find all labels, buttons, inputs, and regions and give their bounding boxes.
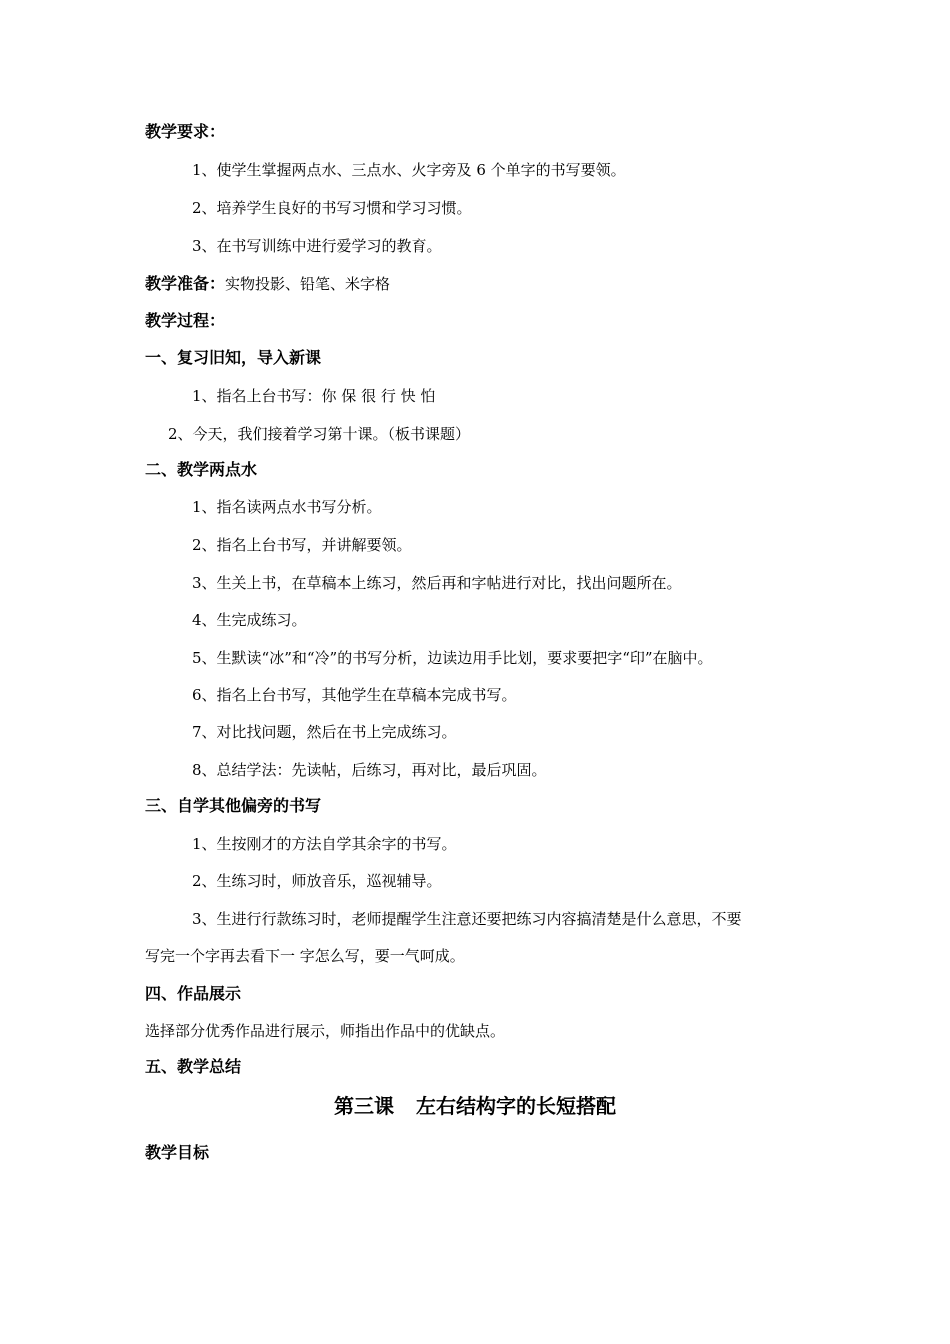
lesson-number: 第三课 bbox=[334, 1094, 394, 1118]
section-2-item-6: 6、指名上台书写，其他学生在草稿本完成书写。 bbox=[192, 686, 517, 704]
section-2-item-1: 1、指名读两点水书写分析。 bbox=[192, 498, 382, 516]
requirement-item-1: 1、使学生掌握两点水、三点水、火字旁及 6 个单字的书写要领。 bbox=[192, 161, 626, 179]
preparation-line bbox=[0, 274, 950, 294]
section-2-item-7: 7、对比找问题，然后在书上完成练习。 bbox=[192, 723, 457, 741]
lesson-title bbox=[0, 1093, 950, 1119]
section-2-item-8: 8、总结学法：先读帖，后练习，再对比，最后巩固。 bbox=[192, 761, 547, 779]
requirement-item-3: 3、在书写训练中进行爱学习的教育。 bbox=[192, 237, 442, 255]
preparation-text: 实物投影、铅笔、米字格 bbox=[225, 275, 391, 293]
section-2-item-4: 4、生完成练习。 bbox=[192, 611, 307, 629]
goals-label: 教学目标 bbox=[145, 1143, 210, 1162]
section-1-heading: 一、复习旧知，导入新课 bbox=[145, 348, 322, 367]
section-2-heading: 二、教学两点水 bbox=[145, 460, 258, 479]
section-3-heading: 三、自学其他偏旁的书写 bbox=[145, 796, 322, 815]
section-3-item-2: 2、生练习时，师放音乐，巡视辅导。 bbox=[192, 872, 442, 890]
section-1-item-2: 2、今天，我们接着学习第十课。（板书课题） bbox=[168, 425, 471, 443]
preparation-label: 教学准备： bbox=[145, 274, 226, 293]
section-2-item-2: 2、指名上台书写，并讲解要领。 bbox=[192, 536, 412, 554]
section-4-heading: 四、作品展示 bbox=[145, 984, 242, 1003]
section-1-item-1: 1、指名上台书写：你 保 很 行 快 怕 bbox=[192, 387, 436, 405]
section-2-item-5: 5、生默读“冰”和“冷”的书写分析，边读边用手比划，要求要把字“印”在脑中。 bbox=[192, 649, 713, 667]
process-label: 教学过程： bbox=[145, 311, 226, 330]
requirements-label: 教学要求： bbox=[145, 122, 226, 141]
section-3-item-3-continued: 写完一个字再去看下一 字怎么写，要一气呵成。 bbox=[145, 947, 465, 965]
section-3-item-3: 3、生进行行款练习时，老师提醒学生注意还要把练习内容搞清楚是什么意思，不要 bbox=[192, 910, 742, 928]
requirement-item-2: 2、培养学生良好的书写习惯和学习习惯。 bbox=[192, 199, 472, 217]
section-3-item-1: 1、生按刚才的方法自学其余字的书写。 bbox=[192, 835, 457, 853]
section-2-item-3: 3、生关上书，在草稿本上练习，然后再和字帖进行对比，找出问题所在。 bbox=[192, 574, 682, 592]
section-4-text: 选择部分优秀作品进行展示，师指出作品中的优缺点。 bbox=[145, 1022, 506, 1040]
section-5-heading: 五、教学总结 bbox=[145, 1057, 242, 1076]
lesson-name: 左右结构字的长短搭配 bbox=[416, 1094, 616, 1118]
